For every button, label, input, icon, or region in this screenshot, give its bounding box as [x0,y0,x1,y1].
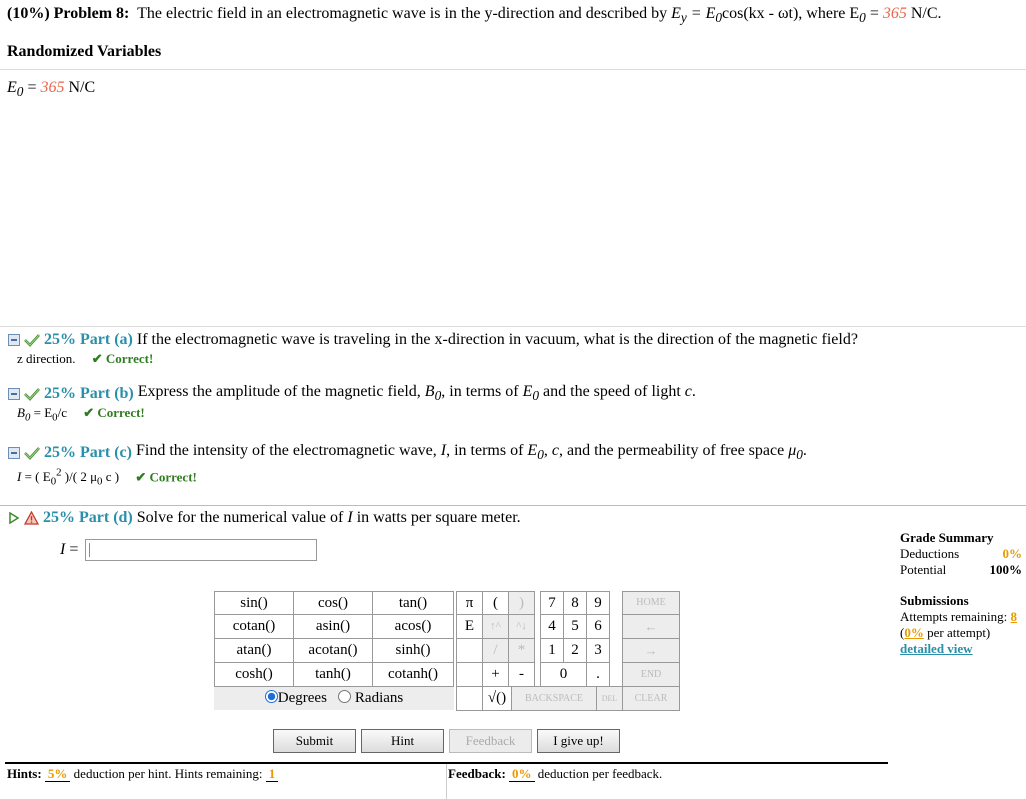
calc-digit-7[interactable]: 7 [540,591,564,615]
q-sub: 0 [537,447,544,463]
part-a-answer: z direction. [17,351,76,366]
radians-radio-icon[interactable] [338,690,351,703]
calc-multiply[interactable]: * [508,638,535,663]
a-text: = ( E [21,469,51,485]
grade-summary-title: Grade Summary [900,530,994,545]
part-d-label[interactable]: 25% Part (d) [43,509,133,526]
randomized-variable [7,79,95,100]
part-a-question: If the electromagnetic wave is traveling in the x-direction in vacuum, what is the direction of the magnetic field? [136,331,858,348]
potential-row [900,562,1022,578]
calc-fn-asin[interactable]: asin() [293,614,373,639]
calc-digit-1[interactable]: 1 [540,638,564,663]
answer-input[interactable] [85,539,317,561]
q-text: Find the intensity of the electromagnetic wave, [135,442,441,459]
part-c-label[interactable]: 25% Part (c) [44,443,132,461]
part-c-answer-row [17,467,197,488]
attempts-value: 8 [1010,609,1017,624]
part-b-status: ✔ Correct! [83,405,145,420]
rv-sub: 0 [16,84,24,100]
q-sub: 0 [796,447,803,463]
angle-mode [214,687,454,710]
calc-digit-8[interactable]: 8 [563,591,587,615]
a-var: I [17,469,22,485]
deductions-value: 0% [1002,546,1022,561]
feedback-pct: 0% [509,766,535,782]
hint-button[interactable]: Hint [361,729,444,753]
problem-label: Problem 8: [53,5,130,22]
hints-label: Hints: [7,766,42,781]
formula-sub2: 0 [715,10,723,26]
checkmark-icon [24,333,40,347]
part-c-question [136,442,807,463]
q-text: , [543,442,552,459]
hints-text: deduction per hint. Hints remaining: [70,766,266,781]
q-text: , in terms of [446,442,528,459]
a-var: B [17,405,25,420]
calc-pi[interactable]: π [456,591,483,615]
attempts-label: Attempts remaining: [900,609,1011,624]
calc-sqrt[interactable]: √() [482,686,512,711]
feedback-text: deduction per feedback. [534,766,663,781]
calc-end[interactable]: END [622,662,680,687]
calc-digit-6[interactable]: 6 [586,614,610,639]
q-text: Express the amplitude of the magnetic field, [137,383,425,400]
part-c-header [8,442,807,463]
calc-blank [456,686,483,711]
q-text: , in terms of [441,383,523,400]
q-var: B [424,383,435,400]
per-attempt-pct: 0% [904,625,924,640]
calc-close-paren[interactable]: ) [508,591,535,615]
calc-fn-atan[interactable]: atan() [214,638,294,663]
hints-pct: 5% [45,766,71,782]
potential-value: 100% [989,562,1022,577]
a-text: /c [57,405,67,420]
footer-separator [446,764,447,799]
calc-fn-tanh[interactable]: tanh() [293,662,373,687]
a-text: )/( 2 μ [61,469,98,485]
calc-digit-9[interactable]: 9 [586,591,610,615]
rv-value: 365 [40,79,65,96]
part-b-header [8,383,696,404]
per-attempt-open: ( [900,625,905,640]
hints-info [7,766,278,782]
calc-fn-acotan[interactable]: acotan() [293,638,373,663]
answer-label [60,541,78,559]
calc-digit-5[interactable]: 5 [563,614,587,639]
a-text: c ) [102,469,120,485]
formula-equals: = [865,5,883,22]
a-text: = E [30,405,53,420]
calc-blank [456,662,483,687]
degrees-radio-icon[interactable] [265,690,278,703]
q-text: . [691,383,696,400]
calc-blank [456,638,483,663]
expand-arrow-icon[interactable] [8,512,20,524]
part-a-status: ✔ Correct! [91,351,154,366]
deductions-label: Deductions [900,546,960,561]
submissions-title: Submissions [900,593,969,608]
checkmark-icon [24,446,40,460]
formula-sub: y [680,10,687,26]
collapse-icon[interactable] [8,388,20,400]
a-sub: 0 [97,475,103,488]
q-var: I [440,442,447,459]
q-sub: 0 [434,388,442,404]
q-text: in watts per square meter. [352,509,521,526]
text-cursor [89,543,90,557]
calc-backspace[interactable]: BACKSPACE [511,686,597,711]
potential-label: Potential [900,562,947,577]
give-up-button[interactable]: I give up! [537,729,620,753]
collapse-icon[interactable] [8,447,20,459]
problem-text: The electric field in an electromagnetic wave is in the y-direction and described by [137,5,672,22]
part-a-label[interactable]: 25% Part (a) [44,331,133,348]
q-var: I [347,509,353,526]
part-c-status: ✔ Correct! [135,469,197,485]
calc-divide[interactable]: / [482,638,509,663]
feedback-info [448,766,662,782]
calc-home[interactable]: HOME [622,591,680,615]
calc-left-arrow[interactable]: ← [622,614,680,639]
a-sub: 0 [50,475,57,488]
grade-summary [900,530,1022,657]
calc-fn-acos[interactable]: acos() [372,614,454,639]
rv-var: E [7,79,17,96]
part-d-question [137,509,521,527]
a-sup: 2 [56,467,62,479]
divider [0,505,1026,506]
calc-fn-cotanh[interactable]: cotanh() [372,662,454,687]
answer-eq: = [65,541,79,558]
part-b-label[interactable]: 25% Part (b) [44,384,134,402]
part-c-answer [17,467,120,488]
attempts-row [900,609,1022,625]
submit-button[interactable]: Submit [273,729,356,753]
calc-del[interactable]: DEL [596,686,623,711]
a-sub: 0 [24,411,31,424]
calc-decimal[interactable]: . [586,662,610,687]
calc-digit-4[interactable]: 4 [540,614,564,639]
q-var: c [551,442,559,459]
formula-rest: cos(kx - ωt), where E [722,5,860,22]
calc-minus[interactable]: - [508,662,535,687]
randomized-variables-title: Randomized Variables [7,43,162,60]
q-var: μ [788,442,797,459]
rv-unit: N/C [64,79,96,96]
problem-weight: (10%) [7,5,50,22]
random-value: 365 [882,5,907,22]
q-var: E [522,383,533,400]
q-var: E [527,442,538,459]
calc-e[interactable]: E [456,614,483,639]
radians-label[interactable]: Radians [354,690,404,706]
problem-statement [7,5,942,26]
collapse-icon[interactable] [8,334,20,346]
rv-eq: = [23,79,41,96]
part-b-question [138,383,696,404]
calc-fn-cosh[interactable]: cosh() [214,662,294,687]
detailed-view-link[interactable]: detailed view [900,641,973,656]
q-var: c [684,383,692,400]
formula-eq: = E [686,5,716,22]
calc-fn-tan[interactable]: tan() [372,591,454,615]
calc-power-down[interactable]: ^↓ [508,614,535,639]
q-text: . [802,442,807,459]
problem-unit: N/C. [906,5,942,22]
answer-var: I [60,541,66,558]
divider [0,69,1026,70]
q-sub: 0 [532,388,540,404]
warning-icon [24,511,39,525]
calc-open-paren[interactable]: ( [482,591,509,615]
divider [0,326,1026,327]
a-sub: 0 [52,411,58,424]
formula-E: E [671,5,681,22]
calc-fn-sin[interactable]: sin() [214,591,294,615]
calc-power-up[interactable]: ↑^ [482,614,509,639]
calc-fn-cotan[interactable]: cotan() [214,614,294,639]
hints-remaining: 1 [266,766,279,782]
calc-fn-sinh[interactable]: sinh() [372,638,454,663]
deductions-row [900,546,1022,562]
calc-digit-2[interactable]: 2 [563,638,587,663]
calc-right-arrow[interactable]: → [622,638,680,663]
degrees-label[interactable]: Degrees [277,690,327,706]
q-text: , and the permeability of free space [558,442,789,459]
per-attempt-text: per attempt) [923,625,991,640]
calc-clear[interactable]: CLEAR [622,686,680,711]
per-attempt-row [900,625,1022,641]
checkmark-icon [24,387,40,401]
q-text: and the speed of light [539,383,685,400]
formula-sub3: 0 [859,10,866,26]
part-a-answer-row [17,351,153,367]
feedback-label: Feedback: [448,766,506,781]
part-b-answer-row [17,405,145,424]
calc-plus[interactable]: + [482,662,509,687]
part-b-answer [17,405,67,424]
part-d-header [8,509,521,527]
q-text: Solve for the numerical value of [136,509,348,526]
part-a-header [8,331,858,349]
calc-digit-3[interactable]: 3 [586,638,610,663]
feedback-button[interactable]: Feedback [449,729,532,753]
calc-digit-0[interactable]: 0 [540,662,587,687]
calc-fn-cos[interactable]: cos() [293,591,373,615]
